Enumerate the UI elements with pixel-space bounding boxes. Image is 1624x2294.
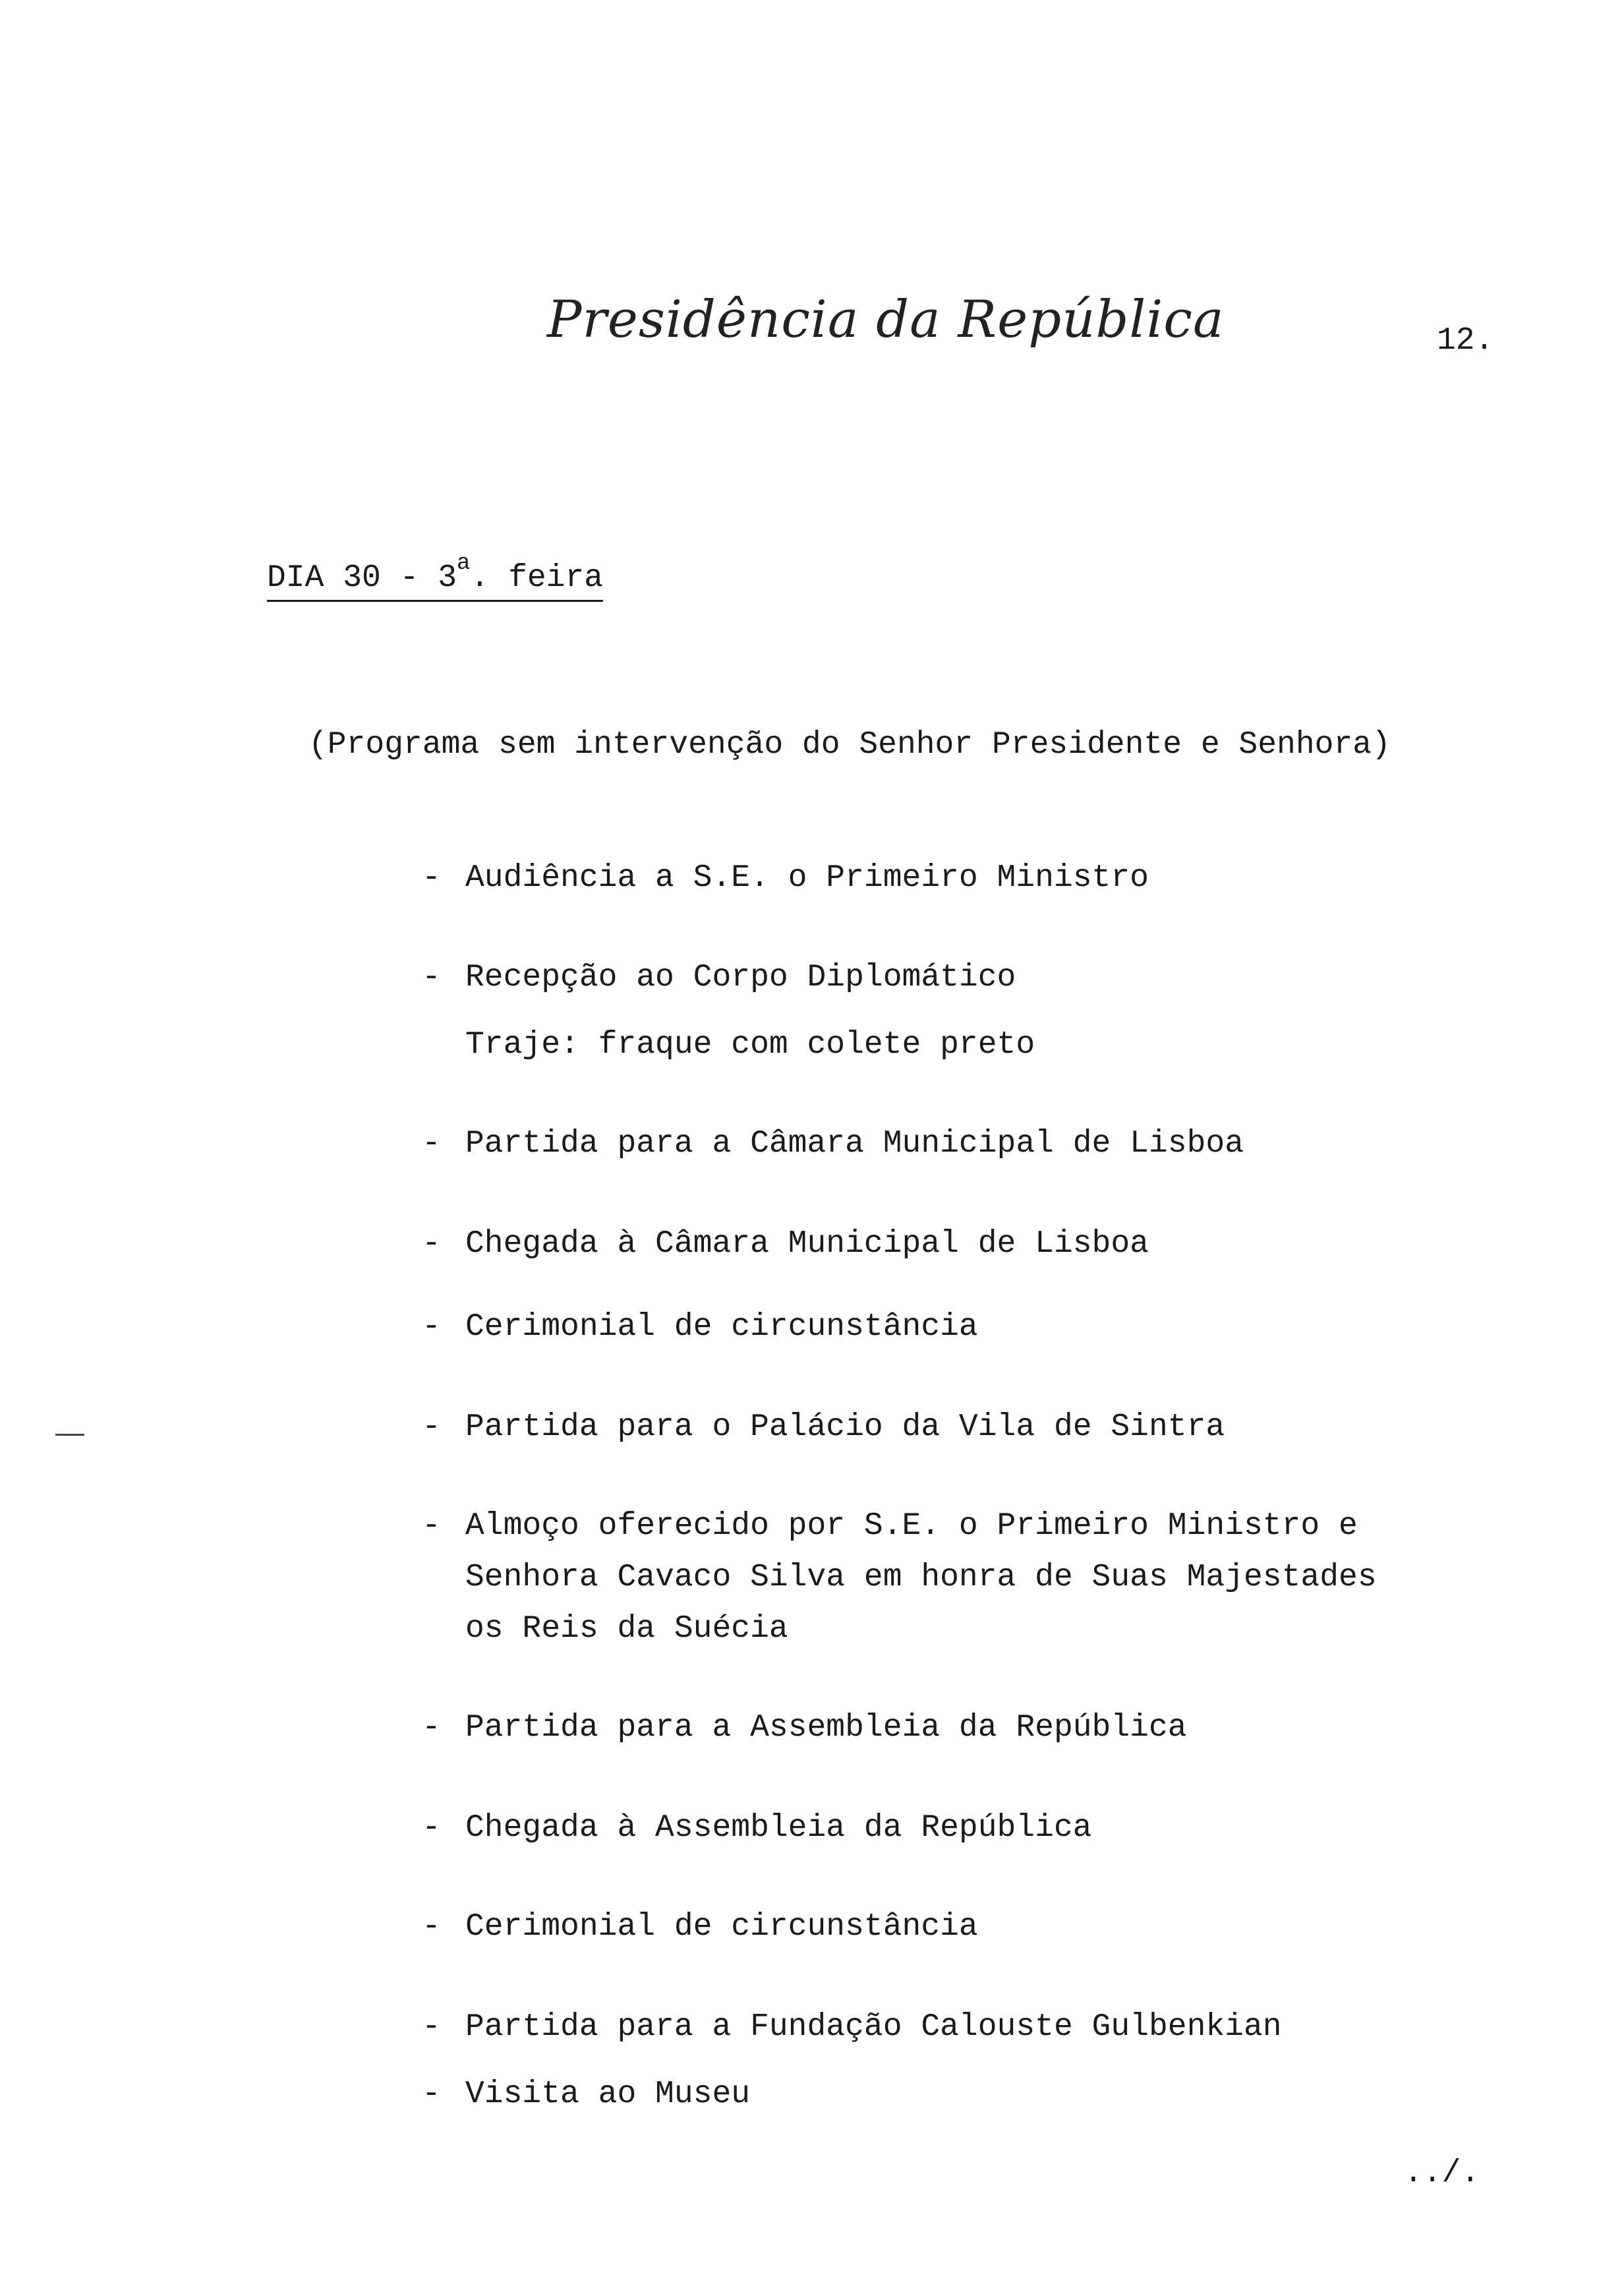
- schedule-dash: -: [422, 1126, 441, 1162]
- letterhead-presidencia: Presidência da República: [547, 290, 1225, 349]
- schedule-text: Recepção ao Corpo Diplomático: [465, 960, 1016, 995]
- schedule-text: Partida para a Assembleia da República: [465, 1710, 1187, 1746]
- schedule-text: Chegada à Assembleia da República: [465, 1810, 1092, 1846]
- schedule-text: Partida para a Fundação Calouste Gulbenkian: [465, 2009, 1282, 2045]
- day-heading: [267, 551, 604, 602]
- schedule-text: Cerimonial de circunstância: [465, 1909, 978, 1945]
- schedule-text: Partida para o Palácio da Vila de Sintra: [465, 1409, 1225, 1445]
- program-note: (Programa sem intervenção do Senhor Presidente e Senhora): [308, 727, 1391, 763]
- schedule-text: Senhora Cavaco Silva em honra de Suas Majestades: [465, 1560, 1377, 1595]
- schedule-text: Audiência a S.E. o Primeiro Ministro: [465, 860, 1149, 896]
- day-heading-ordinal: a: [457, 551, 471, 576]
- schedule-dash: -: [422, 1710, 441, 1746]
- schedule-text: Cerimonial de circunstância: [465, 1309, 978, 1345]
- schedule-text: os Reis da Suécia: [465, 1611, 788, 1647]
- schedule-text: Visita ao Museu: [465, 2076, 751, 2112]
- schedule-text: Almoço oferecido por S.E. o Primeiro Ministro e: [465, 1508, 1358, 1544]
- schedule-dash: -: [422, 860, 441, 896]
- schedule-dash: -: [422, 1409, 441, 1445]
- schedule-text: Traje: fraque com colete preto: [465, 1027, 1035, 1063]
- continuation-mark: ../.: [1404, 2156, 1480, 2191]
- schedule-dash: -: [422, 1309, 441, 1345]
- schedule-dash: -: [422, 1508, 441, 1544]
- schedule-dash: -: [422, 960, 441, 995]
- schedule-dash: -: [422, 1909, 441, 1945]
- day-heading-suffix: . feira: [470, 560, 604, 596]
- page-number: 12.: [1437, 323, 1494, 359]
- day-heading-prefix: DIA 30 - 3: [267, 560, 457, 596]
- schedule-dash: -: [422, 1810, 441, 1846]
- schedule-text: Chegada à Câmara Municipal de Lisboa: [465, 1226, 1149, 1262]
- schedule-dash: -: [422, 1226, 441, 1262]
- schedule-text: Partida para a Câmara Municipal de Lisboa: [465, 1126, 1244, 1162]
- schedule-dash: -: [422, 2076, 441, 2112]
- schedule-dash: -: [422, 2009, 441, 2045]
- margin-mark: [55, 1434, 84, 1436]
